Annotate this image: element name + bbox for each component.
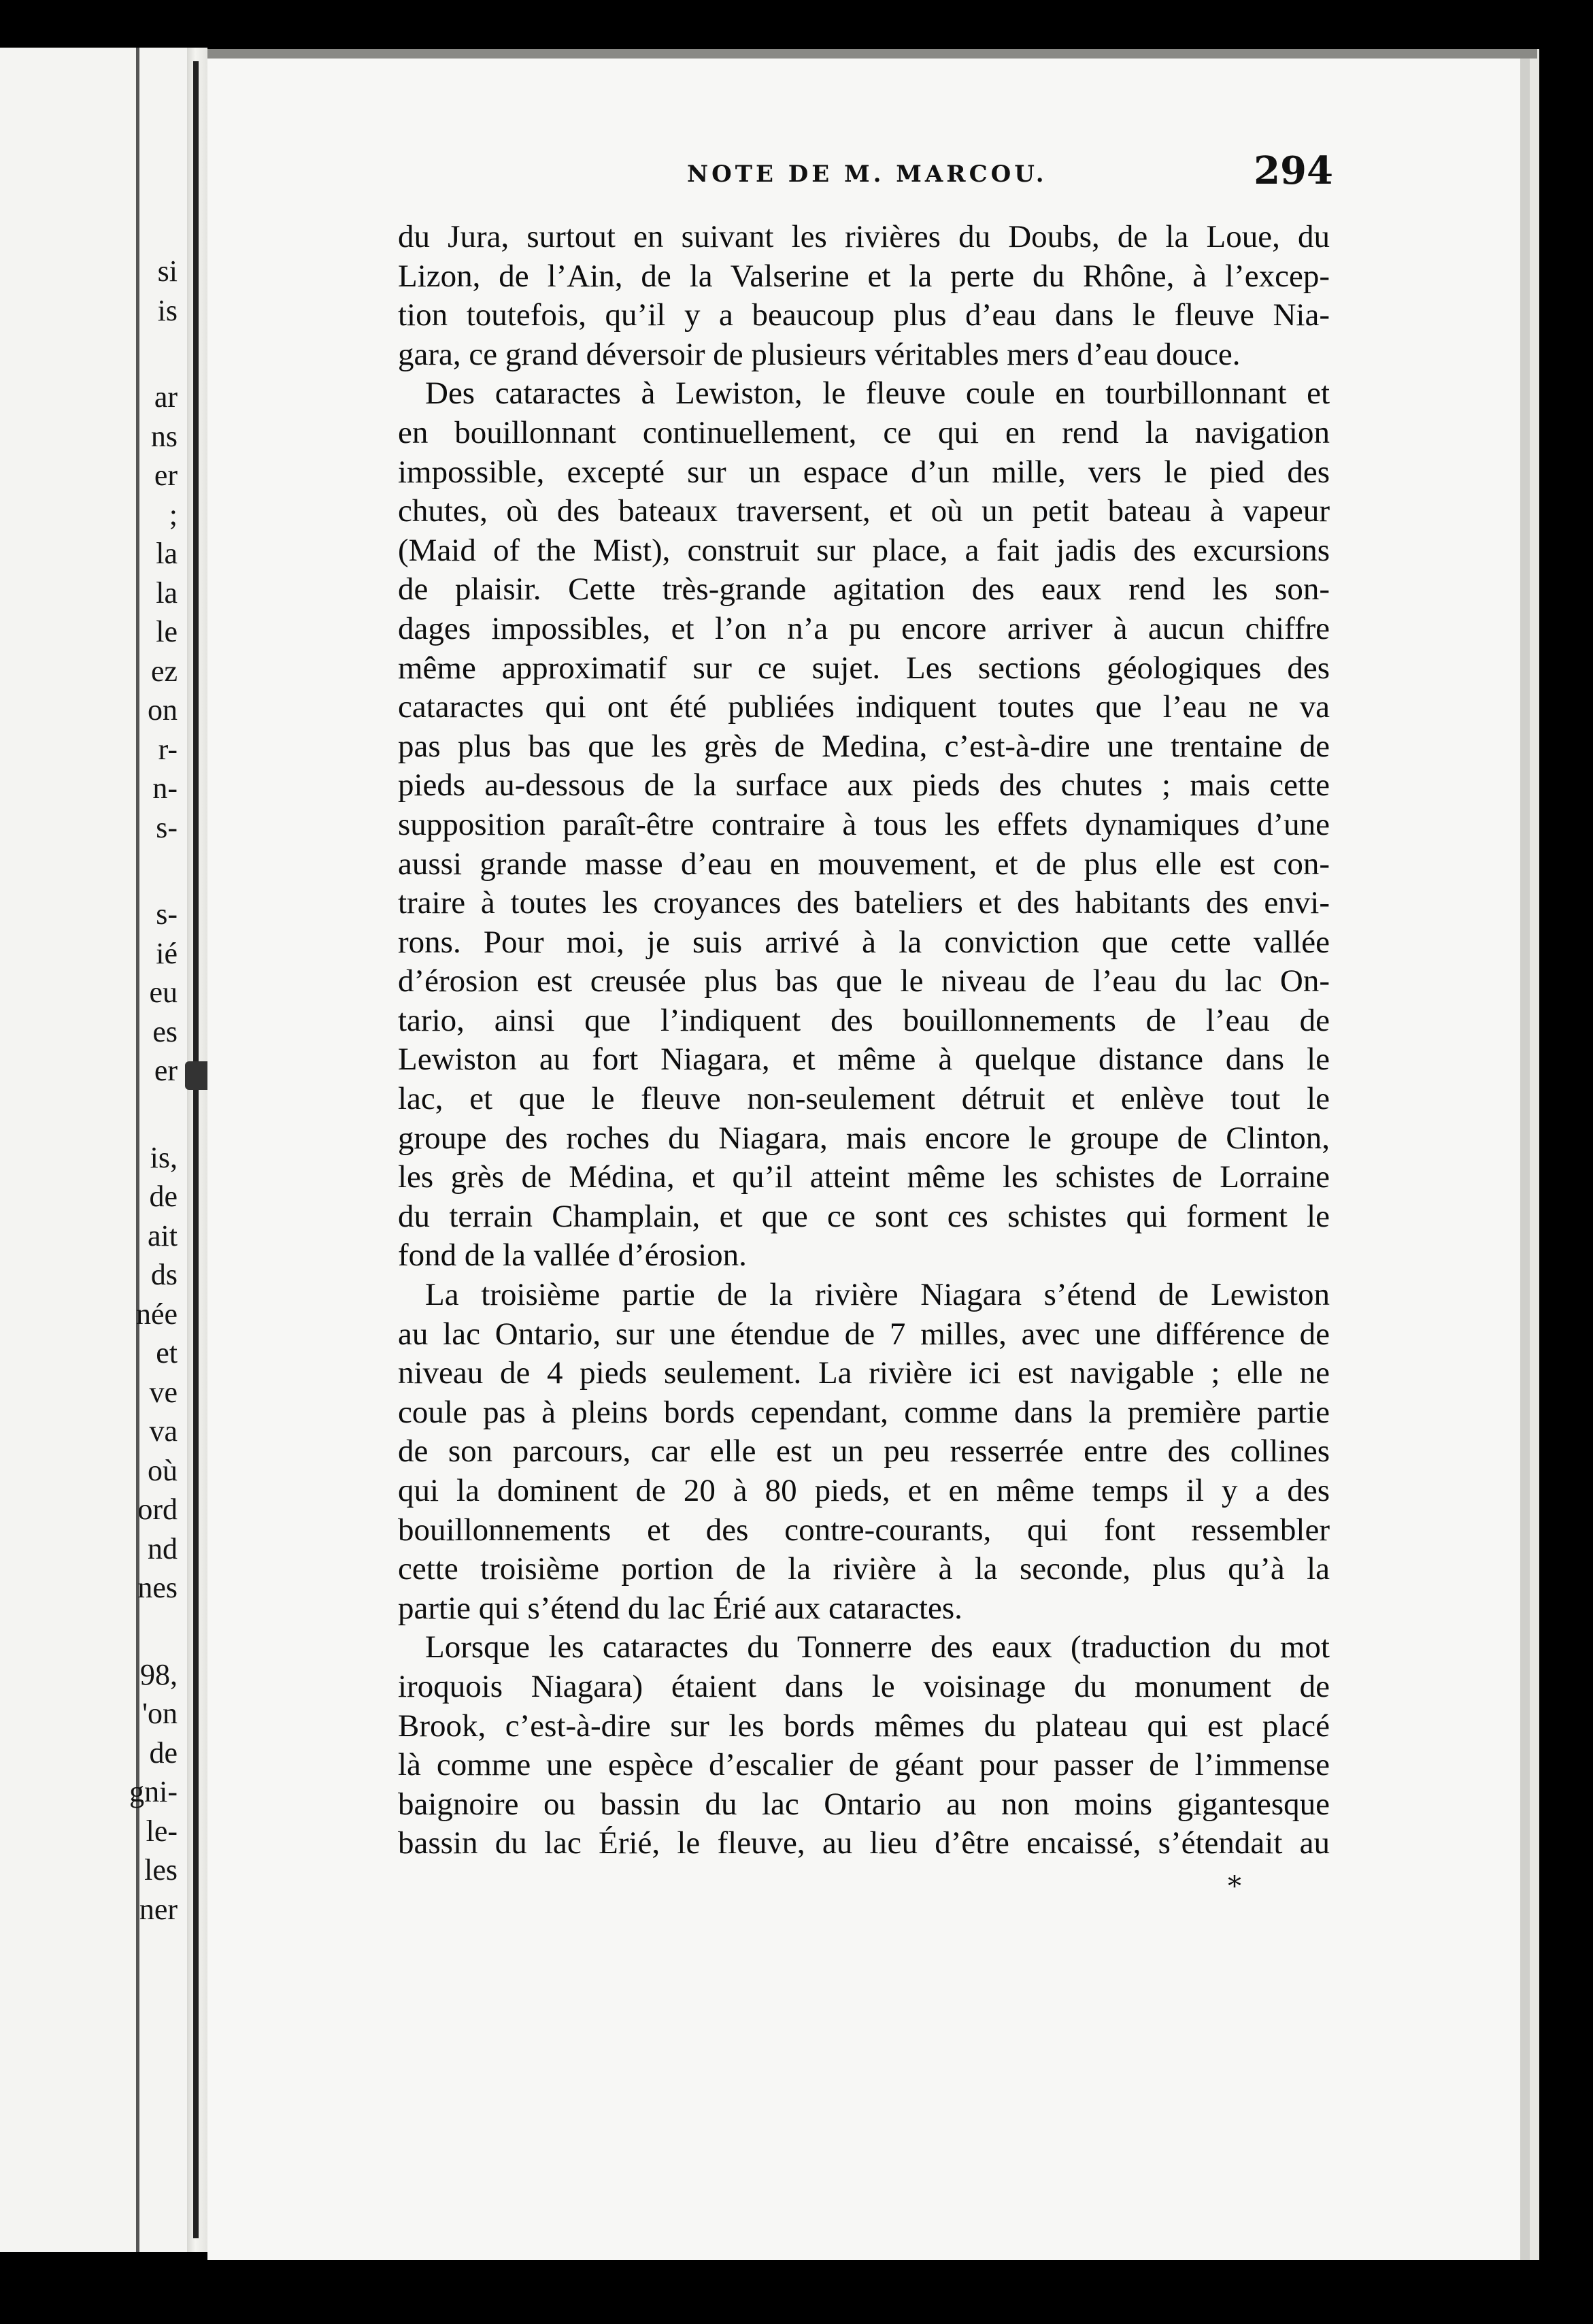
left-fragment: 'on bbox=[142, 1697, 178, 1730]
left-fragment: eu bbox=[149, 976, 178, 1009]
text-line: lac, et que le fleuve non-seulement détruit et enlève tout le bbox=[398, 1081, 1330, 1117]
text-line: Lizon, de l’Ain, de la Valserine et la perte du Rhône, à l’excep- bbox=[398, 258, 1330, 294]
running-title: NOTE DE M. MARCOU. bbox=[687, 161, 1047, 188]
text-line: qui la dominent de 20 à 80 pieds, et en même temps il y a des bbox=[398, 1473, 1330, 1508]
text-line: La troisième partie de la rivière Niagara s’étend de Lewiston bbox=[425, 1277, 1330, 1313]
left-fragment: is bbox=[157, 293, 178, 327]
left-fragment: ds bbox=[150, 1258, 178, 1291]
left-fragment: la bbox=[156, 576, 178, 610]
body-text bbox=[398, 218, 1330, 1863]
text-line: du Jura, surtout en suivant les rivières du Doubs, de la Loue, du bbox=[398, 219, 1330, 254]
text-line: aussi grande masse d’eau en mouvement, et de plus elle est con- bbox=[398, 846, 1330, 882]
text-line: de plaisir. Cette très-grande agitation des eaux rend les son- bbox=[398, 571, 1330, 608]
left-fragment: s- bbox=[156, 810, 178, 844]
left-fragment: ns bbox=[150, 419, 178, 453]
text-line: du terrain Champlain, et que ce sont ces schistes qui forment le bbox=[398, 1198, 1330, 1234]
text-line: tario, ainsi que l’indiquent des bouillonnements de l’eau de bbox=[398, 1002, 1330, 1038]
left-fragment: va bbox=[149, 1414, 178, 1448]
text-line: d’érosion est creusée plus bas que le niveau de l’eau du lac On- bbox=[398, 963, 1330, 999]
left-fragment: née bbox=[135, 1297, 178, 1331]
spine-line bbox=[193, 61, 199, 2238]
text-line: bouillonnements et des contre-courants, qui font ressembler bbox=[398, 1512, 1330, 1548]
page-header bbox=[408, 148, 1333, 205]
text-line: Lorsque les cataractes du Tonnerre des eaux (traduction du mot bbox=[425, 1629, 1330, 1665]
left-fragment: ié bbox=[156, 936, 178, 970]
text-line: en bouillonnant continuellement, ce qui en rend la navigation bbox=[398, 414, 1330, 450]
text-line: iroquois Niagara) étaient dans le voisinage du monument de bbox=[398, 1668, 1330, 1704]
left-fragment: ner bbox=[139, 1892, 178, 1926]
text-line: chutes, où des bateaux traversent, et où un petit bateau à vapeur bbox=[398, 493, 1330, 529]
left-fragment: et bbox=[156, 1336, 178, 1370]
text-line: cette troisième portion de la rivière à la seconde, plus qu’à la bbox=[398, 1551, 1330, 1587]
text-line: gara, ce grand déversoir de plusieurs véritables mers d’eau douce. bbox=[398, 336, 1241, 372]
left-fragment: de bbox=[149, 1180, 178, 1213]
text-line: cataractes qui ont été publiées indiquent toutes que l’eau ne va bbox=[398, 689, 1330, 725]
text-line: Lewiston au fort Niagara, et même à quelque distance dans le bbox=[398, 1042, 1330, 1078]
left-fragment: les bbox=[144, 1853, 178, 1887]
text-line: pieds au-dessous de la surface aux pieds des chutes ; mais cette bbox=[398, 767, 1330, 803]
left-fragment: de bbox=[149, 1736, 178, 1770]
left-fragment bbox=[82, 847, 178, 895]
text-line: là comme une espèce d’escalier de géant pour passer de l’immense bbox=[398, 1747, 1330, 1783]
left-fragment: le- bbox=[146, 1814, 178, 1848]
left-fragment: r- bbox=[158, 732, 178, 766]
text-line: niveau de 4 pieds seulement. La rivière ici est navigable ; elle ne bbox=[398, 1355, 1330, 1391]
text-line: dages impossibles, et l’on n’a pu encore arriver à aucun chiffre bbox=[398, 610, 1330, 646]
left-facing-page bbox=[0, 48, 187, 2252]
left-fragment: es bbox=[152, 1014, 178, 1048]
text-line: Des cataractes à Lewiston, le fleuve coule en tourbillonnant et bbox=[425, 376, 1330, 412]
text-line: de son parcours, car elle est un peu resserrée entre des collines bbox=[398, 1433, 1330, 1470]
text-line: pas plus bas que les grès de Medina, c’est-à-dire une trentaine de bbox=[398, 728, 1330, 764]
left-fragment bbox=[82, 1091, 178, 1138]
left-fragment: n- bbox=[152, 771, 178, 805]
left-fragment: ve bbox=[149, 1375, 178, 1409]
footer-mark: * bbox=[1228, 1871, 1241, 1902]
text-line: traire à toutes les croyances des bateliers et des habitants des envi- bbox=[398, 885, 1330, 921]
left-fragment: ait bbox=[148, 1218, 178, 1252]
left-page-text-fragments bbox=[82, 252, 178, 1929]
left-fragment: ez bbox=[150, 654, 178, 688]
left-fragment bbox=[82, 330, 178, 378]
left-fragment: on bbox=[148, 693, 178, 727]
left-fragment: er bbox=[154, 459, 178, 492]
text-line: bassin du lac Érié, le fleuve, au lieu d’être encaissé, s’étendait au bbox=[398, 1825, 1330, 1861]
left-fragment: s- bbox=[156, 897, 178, 931]
text-line: baignoire ou bassin du lac Ontario au non moins gigantesque bbox=[398, 1786, 1330, 1822]
left-fragment: er bbox=[154, 1054, 178, 1087]
left-fragment: le bbox=[156, 615, 178, 648]
left-fragment: gni- bbox=[129, 1775, 178, 1808]
left-fragment: où bbox=[148, 1453, 178, 1487]
text-line: fond de la vallée d’érosion. bbox=[398, 1238, 747, 1274]
left-fragment: la bbox=[156, 537, 178, 570]
left-fragment: nes bbox=[137, 1571, 178, 1604]
left-fragment: ord bbox=[137, 1493, 178, 1526]
text-line: même approximatif sur ce sujet. Les sections géologiques des bbox=[398, 650, 1330, 686]
left-fragment: nd bbox=[148, 1531, 178, 1565]
text-line: (Maid of the Mist), construit sur place, a fait jadis des excursions bbox=[398, 532, 1330, 568]
left-fragment: 98, bbox=[140, 1657, 178, 1691]
text-line: rons. Pour moi, je suis arrivé à la conviction que cette vallée bbox=[398, 924, 1330, 960]
text-line: tion toutefois, qu’il y a beaucoup plus d’eau dans le fleuve Nia- bbox=[398, 297, 1330, 333]
left-fragment: ; bbox=[169, 497, 178, 531]
left-fragment: si bbox=[157, 254, 178, 288]
text-line: les grès de Médina, et qu’il atteint même les schistes de Lorraine bbox=[398, 1159, 1330, 1195]
text-line: impossible, excepté sur un espace d’un mille, vers le pied des bbox=[398, 454, 1330, 490]
page-number: 294 bbox=[1254, 148, 1333, 193]
text-line: coule pas à pleins bords cependant, comme dans la première partie bbox=[398, 1394, 1330, 1430]
left-fragment bbox=[82, 1608, 178, 1655]
page-top-edge bbox=[207, 49, 1537, 59]
left-fragment: ar bbox=[154, 380, 178, 414]
left-fragment: is, bbox=[150, 1140, 178, 1174]
text-line: groupe des roches du Niagara, mais encore le groupe de Clinton, bbox=[398, 1120, 1330, 1156]
text-line: au lac Ontario, sur une étendue de 7 milles, avec une différence de bbox=[398, 1316, 1330, 1352]
text-line: Brook, c’est-à-dire sur les bords mêmes du plateau qui est placé bbox=[398, 1708, 1330, 1744]
text-line: partie qui s’étend du lac Érié aux cataractes. bbox=[398, 1590, 962, 1626]
text-line: supposition paraît-être contraire à tous les effets dynamiques d’une bbox=[398, 806, 1330, 842]
